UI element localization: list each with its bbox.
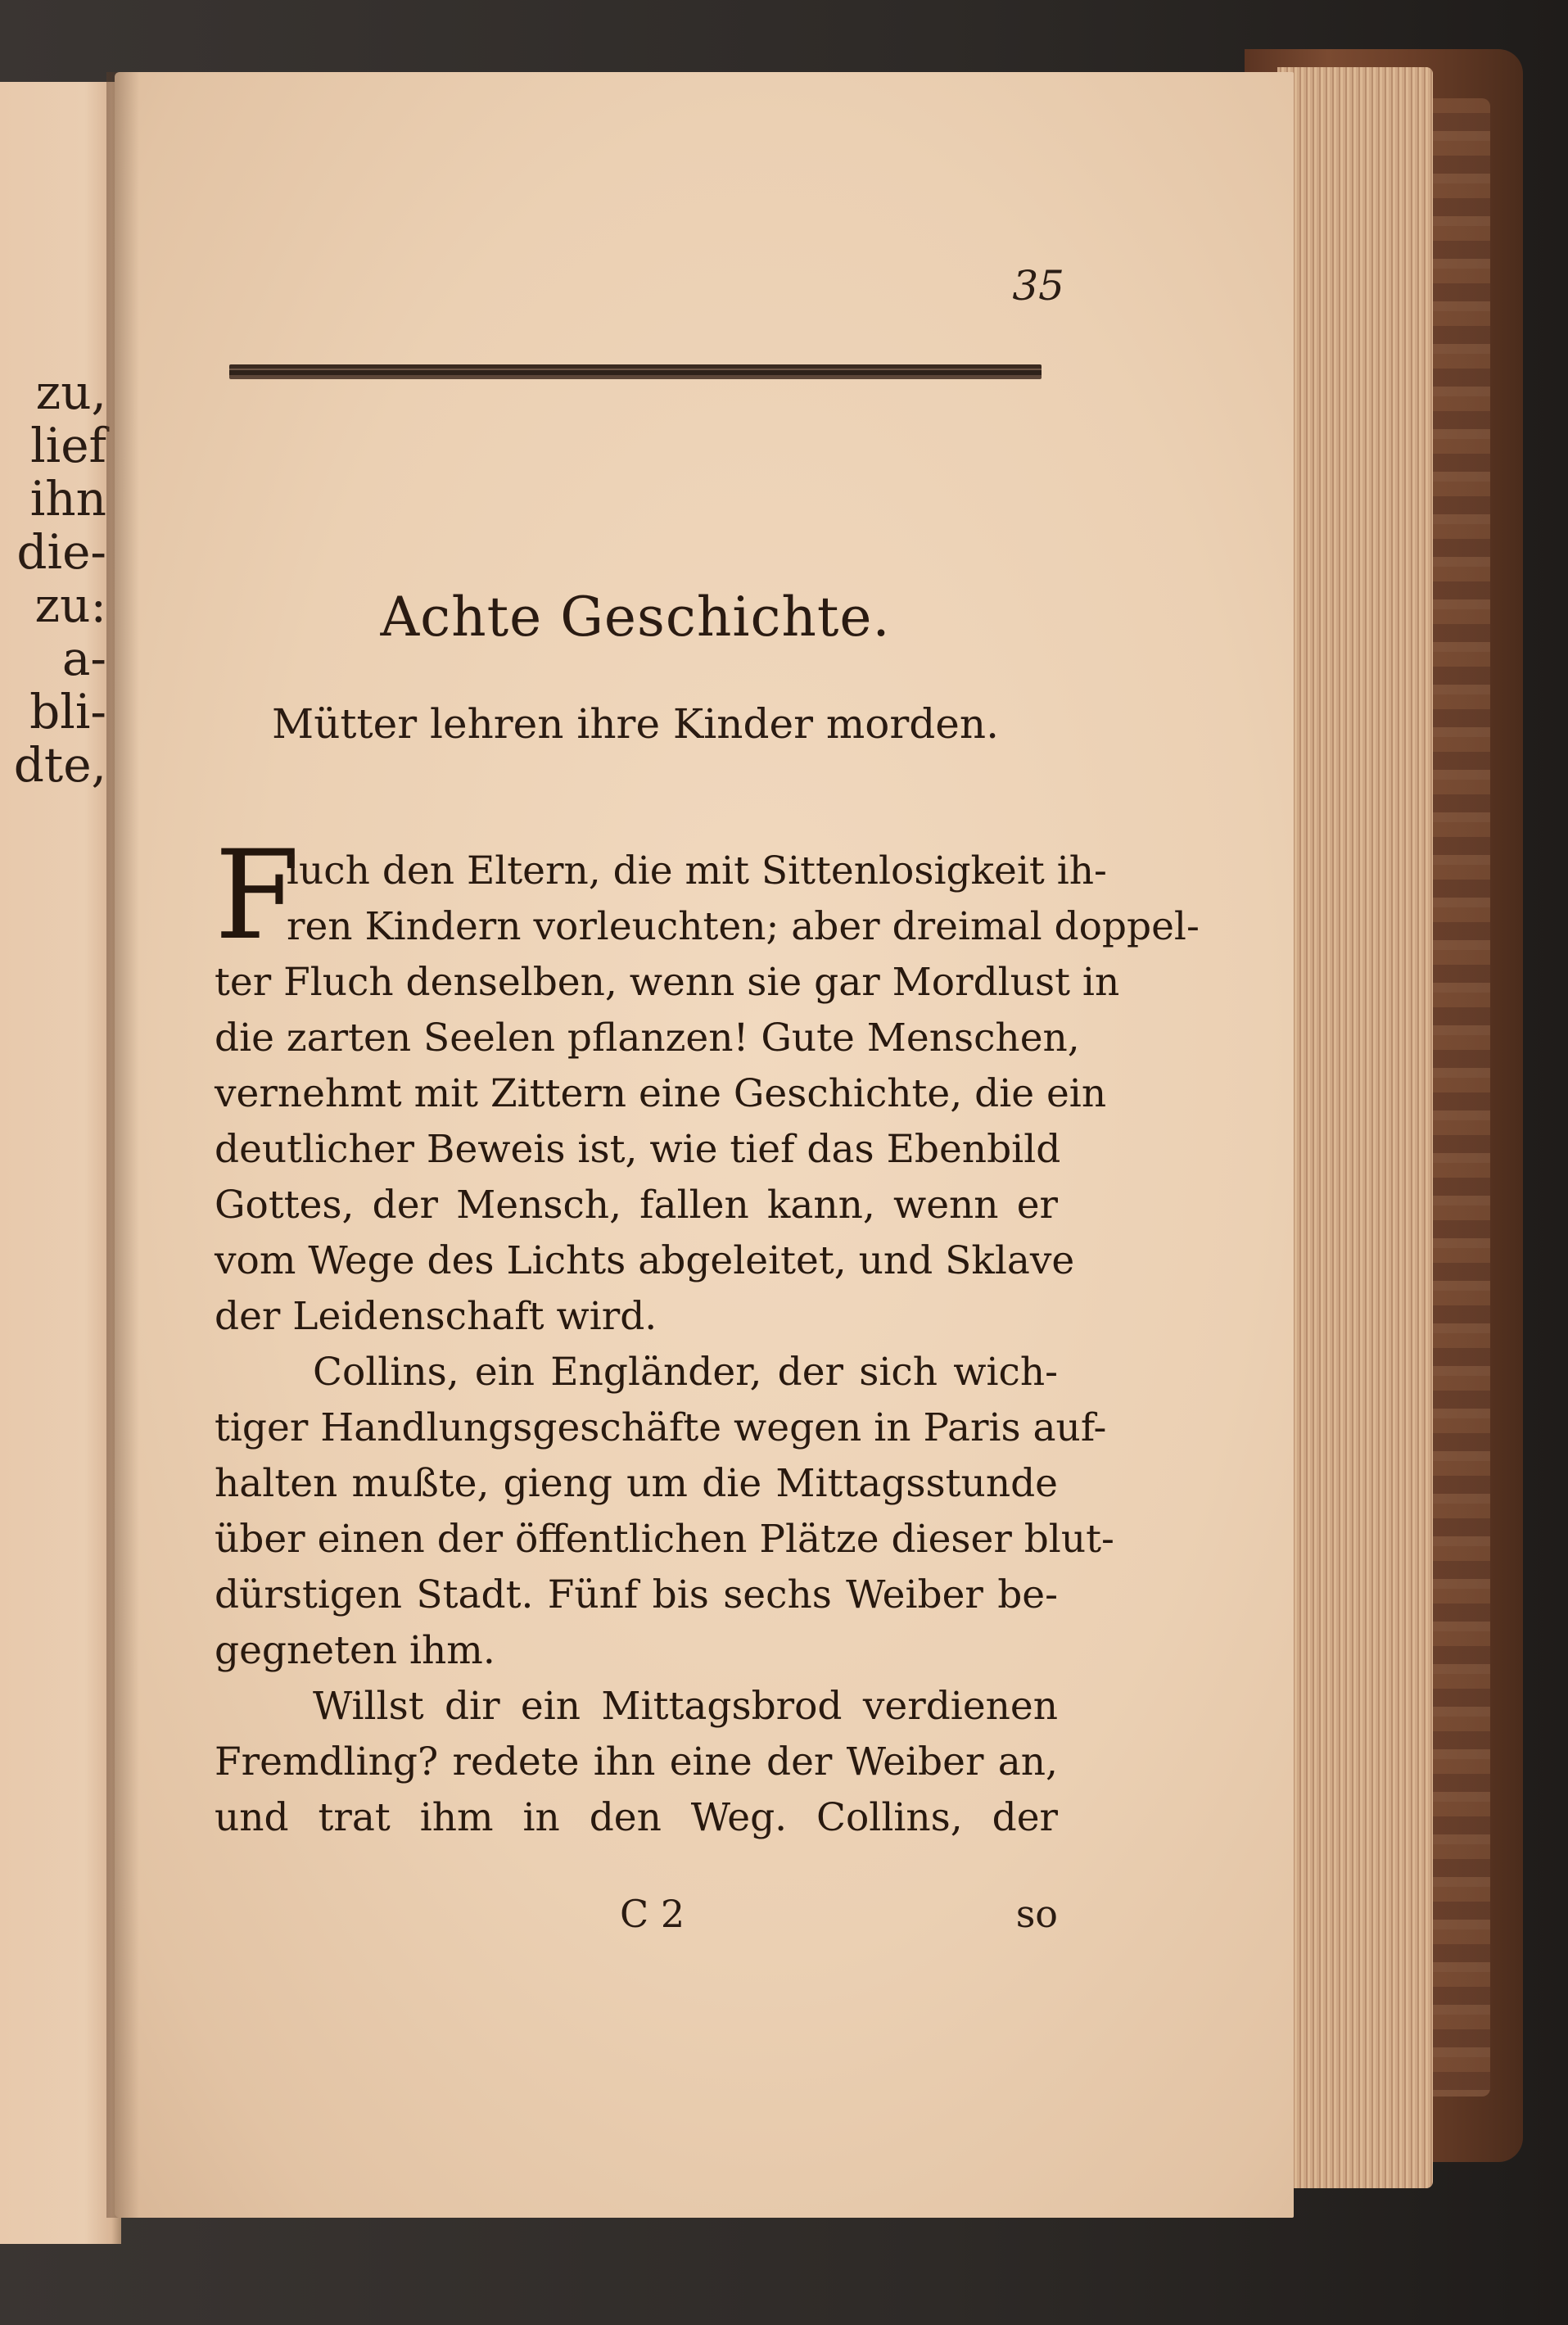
header-rule	[229, 364, 1042, 379]
text-line: ter Fluch denselben, wenn sie gar Mordlust in	[215, 960, 1120, 1005]
text-line: Collins, ein Engländer, der sich wich-	[313, 1350, 1058, 1395]
chapter-subtitle: Mütter lehren ihre Kinder morden.	[272, 700, 999, 748]
text-line: die zarten Seelen pflanzen! Gute Menschen,	[215, 1015, 1080, 1061]
left-page-fragment: a-	[61, 631, 106, 686]
text-line: deutlicher Beweis ist, wie tief das Ebenbild	[215, 1127, 1061, 1172]
page-edges	[1277, 67, 1433, 2188]
left-page-fragment: bli-	[29, 684, 106, 740]
text-line: der Leidenschaft wird.	[215, 1294, 657, 1339]
page-gutter-shadow	[106, 72, 139, 2218]
text-line: halten mußte, gieng um die Mittagsstunde	[215, 1461, 1058, 1506]
text-line: vernehmt mit Zittern eine Geschichte, die ein	[215, 1071, 1107, 1116]
chapter-title: Achte Geschichte.	[380, 586, 891, 649]
text-line: luch den Eltern, die mit Sittenlosigkeit ih-	[287, 848, 1107, 893]
left-page-fragment: dte,	[13, 737, 106, 793]
left-page-fragment: zu:	[34, 577, 106, 633]
body-text	[215, 825, 1200, 1846]
left-facing-page	[0, 82, 121, 2244]
drop-cap: F	[215, 825, 300, 967]
left-page-fragment: zu,	[35, 364, 106, 420]
left-page-fragment: ihn	[29, 471, 106, 527]
text-line: Willst dir ein Mittagsbrod verdienen	[313, 1684, 1058, 1729]
text-line: dürstigen Stadt. Fünf bis sechs Weiber be-	[215, 1572, 1058, 1617]
text-line: vom Wege des Lichts abgeleitet, und Sklave	[215, 1238, 1075, 1283]
page-footer	[215, 1892, 1058, 1941]
text-line: ren Kindern vorleuchten; aber dreimal doppel-	[287, 904, 1200, 949]
catchword: so	[1015, 1892, 1058, 1936]
text-line: und trat ihm in den Weg. Collins, der	[215, 1795, 1058, 1840]
text-line: Gottes, der Mensch, fallen kann, wenn er	[215, 1183, 1058, 1228]
left-page-fragment: die-	[16, 524, 106, 580]
text-line: gegneten ihm.	[215, 1628, 495, 1673]
signature-mark: C 2	[620, 1892, 685, 1936]
page-number: 35	[1012, 262, 1064, 310]
text-line: tiger Handlungsgeschäfte wegen in Paris auf-	[215, 1405, 1107, 1450]
text-line: über einen der öffentlichen Plätze dieser blut-	[215, 1517, 1114, 1562]
text-line: Fremdling? redete ihn eine der Weiber an,	[215, 1739, 1058, 1784]
left-page-fragment: lief	[30, 418, 106, 473]
